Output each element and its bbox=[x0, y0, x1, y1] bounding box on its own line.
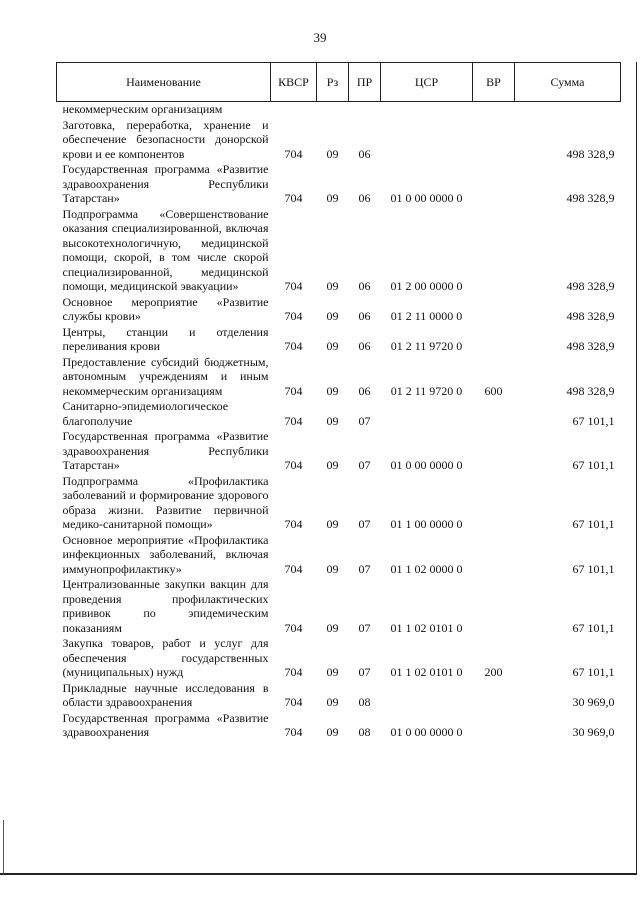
cell-rz: 09 bbox=[326, 458, 339, 472]
cell-vr bbox=[473, 533, 515, 578]
table-row bbox=[57, 207, 621, 295]
cell-pr: 06 bbox=[358, 339, 371, 353]
table-row bbox=[57, 636, 621, 681]
table-row bbox=[57, 295, 621, 325]
cell-sum: 67 101,1 bbox=[572, 413, 615, 428]
cell-kvsr: 704 bbox=[284, 413, 303, 428]
cell-vr bbox=[473, 399, 515, 429]
cell-kvsr: 704 bbox=[284, 695, 303, 709]
cell-vr bbox=[473, 118, 515, 163]
cell-rz: 09 bbox=[326, 620, 339, 635]
header-vr: ВР bbox=[473, 63, 515, 102]
cell-sum: 498 328,9 bbox=[566, 146, 615, 161]
cell-rz: 09 bbox=[326, 561, 339, 576]
cell-pr bbox=[349, 102, 381, 118]
cell-sum: 498 328,9 bbox=[566, 279, 615, 293]
cell-vr: 600 bbox=[484, 383, 503, 398]
table-row bbox=[57, 102, 621, 118]
table-row bbox=[57, 325, 621, 355]
cell-kvsr: 704 bbox=[284, 339, 303, 353]
header-rz: Рз bbox=[317, 63, 349, 102]
cell-vr bbox=[473, 711, 515, 741]
cell-csr: 01 2 11 0000 0 bbox=[390, 309, 463, 323]
cell-pr: 06 bbox=[358, 309, 371, 323]
cell-csr: 01 2 11 9720 0 bbox=[390, 339, 463, 353]
cell-name: Заготовка, переработка, хранение и обеспечение безопасности донорской крови и ее компонентов bbox=[62, 117, 269, 161]
cell-csr: 01 1 02 0000 0 bbox=[390, 561, 463, 576]
page-number: 39 bbox=[313, 30, 327, 45]
cell-pr: 07 bbox=[358, 561, 371, 576]
page-frame-left bbox=[3, 820, 4, 874]
cell-rz: 09 bbox=[326, 339, 339, 353]
cell-sum: 498 328,9 bbox=[566, 309, 615, 323]
cell-kvsr: 704 bbox=[284, 383, 303, 398]
cell-sum bbox=[515, 102, 621, 118]
cell-kvsr: 704 bbox=[284, 725, 303, 739]
cell-kvsr: 704 bbox=[284, 561, 303, 576]
cell-name: Государственная программа «Развитие здравоохранения bbox=[62, 710, 269, 739]
cell-pr: 07 bbox=[358, 620, 371, 635]
table-row bbox=[57, 474, 621, 533]
cell-name: Центры, станции и отделения переливания крови bbox=[62, 324, 269, 353]
cell-kvsr: 704 bbox=[284, 309, 303, 323]
cell-sum: 498 328,9 bbox=[566, 191, 615, 205]
cell-vr bbox=[473, 295, 515, 325]
cell-pr: 07 bbox=[358, 665, 371, 679]
cell-kvsr: 704 bbox=[284, 191, 303, 205]
cell-pr: 06 bbox=[358, 279, 371, 293]
cell-name: Предоставление субсидий бюджетным, автономным учреждениям и иным некоммерческим организациям bbox=[62, 354, 269, 398]
cell-name: Санитарно-эпидемиологическое благополучие bbox=[62, 399, 229, 428]
cell-name: Основное мероприятие «Развитие службы крови» bbox=[62, 294, 269, 323]
cell-name: Централизованные закупки вакцин для проведения профилактических прививок по эпидемическим показаниям bbox=[62, 577, 269, 635]
page-frame-right bbox=[636, 62, 637, 874]
cell-vr bbox=[473, 102, 515, 118]
cell-name: Закупка товаров, работ и услуг для обеспечения государственных (муниципальных) нужд bbox=[62, 636, 269, 679]
cell-sum: 67 101,1 bbox=[572, 517, 615, 531]
table-row bbox=[57, 711, 621, 741]
cell-pr: 07 bbox=[358, 413, 371, 428]
cell-kvsr: 704 bbox=[284, 620, 303, 635]
table-row bbox=[57, 577, 621, 636]
cell-rz: 09 bbox=[326, 695, 339, 709]
cell-rz: 09 bbox=[326, 383, 339, 398]
cell-kvsr: 704 bbox=[284, 146, 303, 161]
table-row bbox=[57, 429, 621, 474]
cell-csr: 01 0 00 0000 0 bbox=[390, 725, 463, 739]
cell-sum: 30 969,0 bbox=[572, 695, 615, 709]
cell-vr bbox=[473, 474, 515, 533]
header-sum: Сумма bbox=[515, 63, 621, 102]
cell-rz: 09 bbox=[326, 279, 339, 293]
cell-rz: 09 bbox=[326, 309, 339, 323]
cell-csr bbox=[381, 681, 473, 711]
cell-name: Государственная программа «Развитие здравоохранения Республики Татарстан» bbox=[62, 162, 269, 205]
page-frame-bottom bbox=[0, 873, 637, 875]
cell-csr bbox=[381, 118, 473, 163]
cell-sum: 67 101,1 bbox=[572, 561, 615, 576]
cell-sum: 498 328,9 bbox=[566, 383, 615, 398]
header-kvsr: КВСР bbox=[271, 63, 317, 102]
cell-vr bbox=[473, 325, 515, 355]
header-pr: ПР bbox=[349, 63, 381, 102]
cell-sum: 67 101,1 bbox=[572, 620, 615, 635]
table-row bbox=[57, 118, 621, 163]
cell-rz: 09 bbox=[326, 146, 339, 161]
cell-pr: 08 bbox=[358, 695, 371, 709]
cell-name: Прикладные научные исследования в области здравоохранения bbox=[62, 680, 269, 709]
cell-csr: 01 0 00 0000 0 bbox=[390, 458, 463, 472]
cell-sum: 67 101,1 bbox=[572, 665, 615, 679]
cell-csr: 01 1 02 0101 0 bbox=[390, 665, 463, 679]
cell-vr bbox=[473, 207, 515, 295]
cell-name: некоммерческим организациям bbox=[62, 102, 223, 116]
table-row bbox=[57, 162, 621, 207]
cell-csr: 01 0 00 0000 0 bbox=[390, 191, 463, 205]
table-row bbox=[57, 355, 621, 400]
cell-csr: 01 1 02 0101 0 bbox=[390, 620, 463, 635]
cell-sum: 67 101,1 bbox=[572, 458, 615, 472]
header-csr: ЦСР bbox=[381, 63, 473, 102]
cell-rz: 09 bbox=[326, 665, 339, 679]
cell-pr: 08 bbox=[358, 725, 371, 739]
cell-csr: 01 2 00 0000 0 bbox=[390, 279, 463, 293]
cell-csr: 01 1 00 0000 0 bbox=[390, 517, 463, 531]
cell-rz: 09 bbox=[326, 413, 339, 428]
cell-kvsr: 704 bbox=[284, 665, 303, 679]
cell-csr bbox=[381, 399, 473, 429]
cell-name: Государственная программа «Развитие здравоохранения Республики Татарстан» bbox=[62, 429, 269, 472]
cell-vr bbox=[473, 162, 515, 207]
cell-rz: 09 bbox=[326, 517, 339, 531]
table-row bbox=[57, 399, 621, 429]
cell-pr: 07 bbox=[358, 458, 371, 472]
cell-pr: 06 bbox=[358, 146, 371, 161]
cell-kvsr: 704 bbox=[284, 517, 303, 531]
cell-csr: 01 2 11 9720 0 bbox=[390, 383, 463, 398]
cell-sum: 498 328,9 bbox=[566, 339, 615, 353]
cell-pr: 07 bbox=[358, 517, 371, 531]
cell-vr bbox=[473, 681, 515, 711]
cell-kvsr: 704 bbox=[284, 458, 303, 472]
cell-vr: 200 bbox=[484, 665, 503, 679]
cell-rz bbox=[317, 102, 349, 118]
cell-rz: 09 bbox=[326, 725, 339, 739]
cell-rz: 09 bbox=[326, 191, 339, 205]
table-header-row bbox=[57, 63, 621, 102]
cell-vr bbox=[473, 429, 515, 474]
table-body bbox=[57, 102, 621, 741]
budget-table bbox=[56, 62, 621, 741]
cell-sum: 30 969,0 bbox=[572, 725, 615, 739]
table-row bbox=[57, 681, 621, 711]
cell-vr bbox=[473, 577, 515, 636]
header-name: Наименование bbox=[57, 63, 271, 102]
cell-name: Подпрограмма «Профилактика заболеваний и формирование здорового образа жизни. Развитие первичной медико-санитарной помощи» bbox=[62, 473, 269, 531]
cell-csr bbox=[381, 102, 473, 118]
cell-name: Подпрограмма «Совершенствование оказания специализированной, включая высокотехнологичную, медицинской помощи, скорой, в том числе скорой специализированной, медицинской помощи, медицинской эвакуации» bbox=[62, 206, 269, 293]
cell-kvsr: 704 bbox=[284, 279, 303, 293]
table-row bbox=[57, 533, 621, 578]
cell-name: Основное мероприятие «Профилактика инфекционных заболеваний, включая иммунопрофилактику» bbox=[62, 532, 269, 576]
cell-kvsr bbox=[271, 102, 317, 118]
cell-pr: 06 bbox=[358, 383, 371, 398]
cell-pr: 06 bbox=[358, 191, 371, 205]
